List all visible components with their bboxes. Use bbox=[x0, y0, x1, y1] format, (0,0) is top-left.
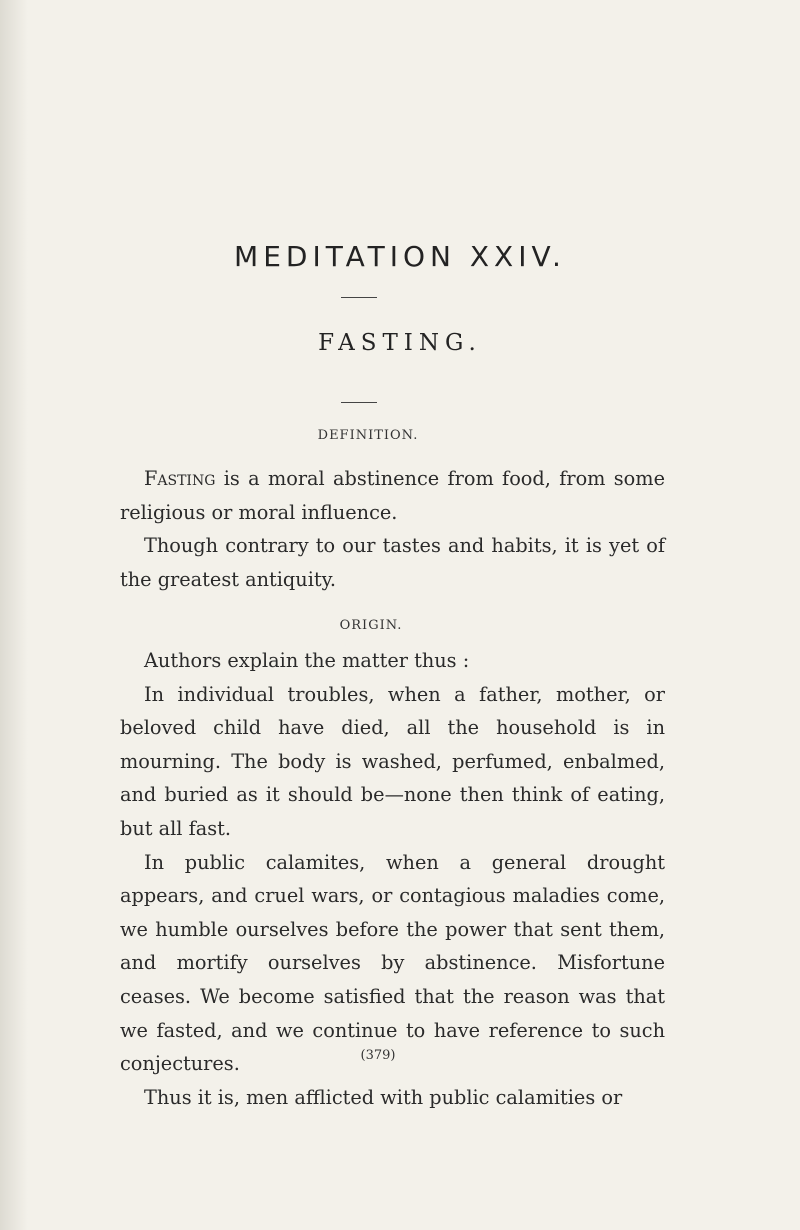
title-rule bbox=[341, 297, 377, 298]
origin-paragraph: Thus it is, men afflicted with public calamities or bbox=[144, 1085, 623, 1109]
lead-word: Fasting bbox=[144, 467, 216, 490]
subtitle-rule bbox=[341, 402, 377, 403]
origin-heading: ORIGIN. bbox=[339, 618, 403, 633]
definition-heading: DEFINITION. bbox=[317, 428, 419, 443]
origin-paragraph: In individual troubles, when a father, mother, or beloved child have died, all the household is in mourning. The body is washed, perfumed, enbalmed, and buried as it should be—none then think of eating, but all fast. bbox=[120, 682, 665, 840]
chapter-subtitle: FASTING. bbox=[318, 330, 482, 356]
definition-paragraph-1-rest: is a moral abstinence from food, from some religious or moral influence. bbox=[120, 467, 665, 524]
page-edge-shadow bbox=[0, 0, 28, 1230]
page-number: (379) bbox=[360, 1048, 396, 1063]
origin-paragraph: Authors explain the matter thus : bbox=[144, 649, 470, 672]
origin-text bbox=[120, 644, 665, 1114]
chapter-title: MEDITATION XXIV. bbox=[234, 240, 566, 273]
definition-text bbox=[120, 462, 665, 596]
definition-paragraph-2: Though contrary to our tastes and habits, it is yet of the greatest antiquity. bbox=[120, 534, 665, 591]
origin-paragraph: In public calamites, when a general drought appears, and cruel wars, or contagious maladies come, we humble ourselves before the power that sent them, and mortify ourselves by abstinence. Misfortune ceases. We become satisfied that the reason was that we fasted, and we continue to have reference to such conjectures. bbox=[120, 850, 665, 1076]
definition-paragraph-1 bbox=[120, 462, 665, 529]
